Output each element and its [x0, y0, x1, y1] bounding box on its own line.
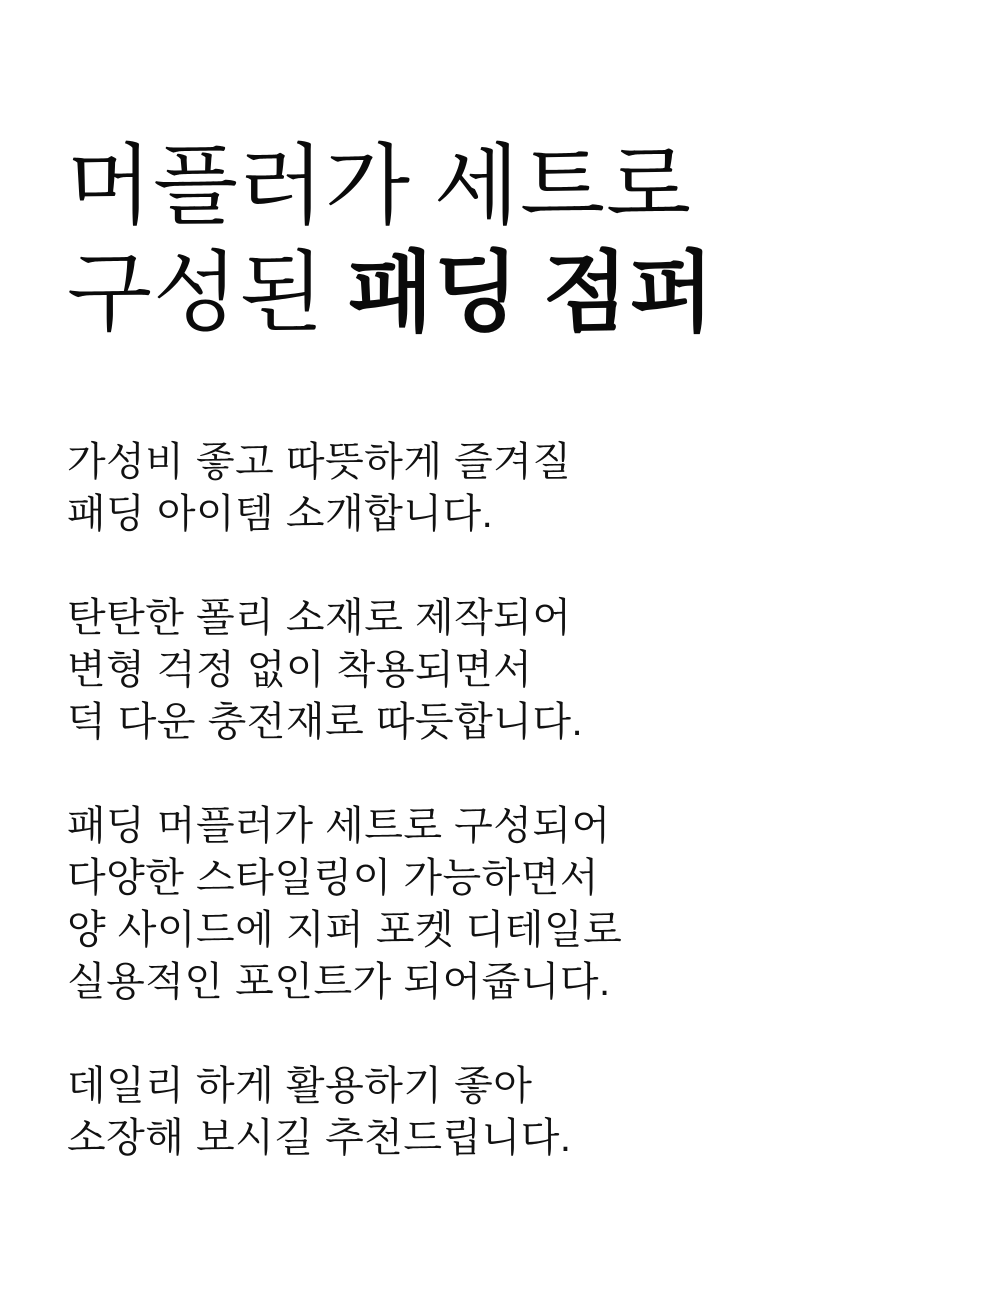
paragraph-line: 탄탄한 폴리 소재로 제작되어 — [67, 596, 572, 640]
paragraph-line: 실용적인 포인트가 되어줍니다. — [67, 960, 611, 1004]
body-paragraph-1 — [67, 436, 960, 540]
paragraph-line: 패딩 머플러가 세트로 구성되어 — [67, 804, 611, 848]
paragraph-line: 데일리 하게 활용하기 좋아 — [67, 1064, 533, 1108]
paragraph-line: 가성비 좋고 따뜻하게 즐겨질 — [67, 440, 572, 484]
page-title-line-2 — [67, 241, 960, 348]
paragraph-line: 덕 다운 충전재로 따듯합니다. — [67, 700, 584, 744]
page-title-line-2-regular: 구성된 — [67, 246, 349, 343]
body-paragraph-2 — [67, 592, 960, 748]
body-paragraph-3 — [67, 800, 960, 1008]
paragraph-line: 변형 걱정 없이 착용되면서 — [67, 648, 533, 692]
page-title-line-2-bold: 패딩 점퍼 — [348, 246, 716, 343]
paragraph-line: 양 사이드에 지퍼 포켓 디테일로 — [67, 908, 623, 952]
page-title — [67, 134, 960, 348]
paragraph-line: 패딩 아이템 소개합니다. — [67, 492, 494, 536]
body-paragraph-4 — [67, 1060, 960, 1164]
paragraph-line: 소장해 보시길 추천드립니다. — [67, 1116, 572, 1160]
paragraph-line: 다양한 스타일링이 가능하면서 — [67, 856, 600, 900]
page-title-line-1: 머플러가 세트로 — [67, 139, 693, 236]
